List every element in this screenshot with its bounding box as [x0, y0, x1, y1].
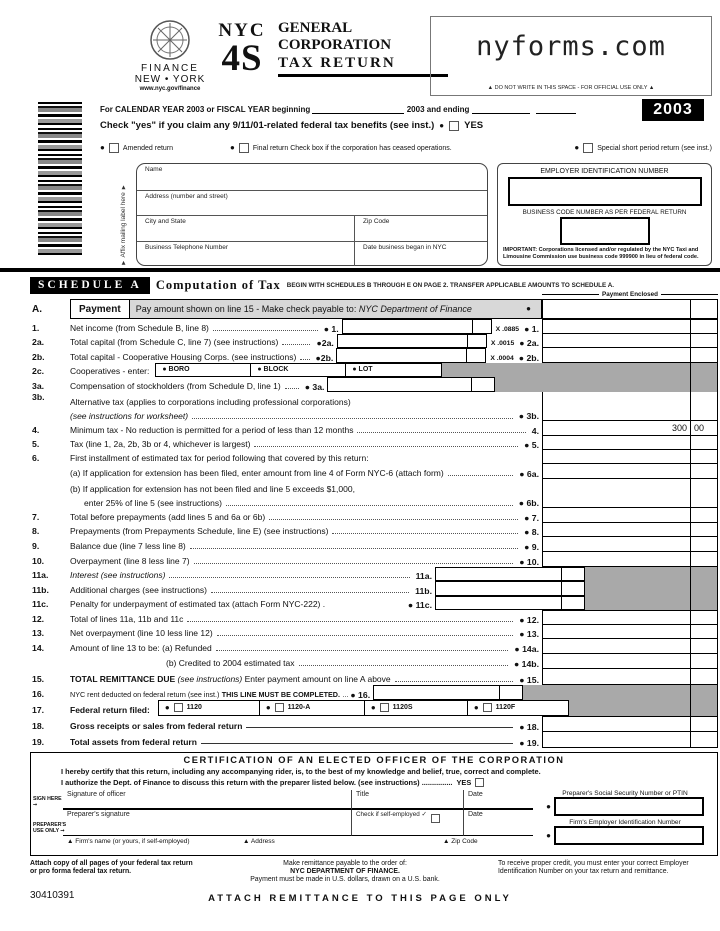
city-state-field[interactable]: [137, 216, 354, 241]
line-number: 2c.: [32, 366, 45, 377]
line-14a-row: [30, 639, 718, 654]
watermark: nyforms.com: [476, 31, 666, 62]
payment-row-payee: NYC Department of Finance: [358, 304, 472, 314]
schedule-a-title: Computation of Tax: [155, 278, 281, 292]
line-19-row: [30, 732, 718, 748]
line-2a-amount-input[interactable]: [542, 334, 718, 349]
line-19-ref: ● 19.: [519, 737, 539, 748]
line-number: 17.: [32, 704, 45, 715]
name-label: Name: [145, 166, 163, 173]
return-type-line: [100, 143, 712, 153]
agency-name-line1: FINANCE: [141, 63, 199, 74]
line-5-row: [30, 436, 718, 451]
finance-ny-seal-block: [128, 18, 212, 92]
ein-label: EMPLOYER IDENTIFICATION NUMBER: [540, 168, 669, 175]
line-number: 6.: [32, 453, 40, 464]
line-8-row: [30, 523, 718, 538]
bullet-icon: ●: [439, 120, 445, 130]
line-4-ref: 4.: [531, 425, 539, 436]
line-6b-label-2: enter 25% of line 5 (see instructions): [84, 498, 222, 509]
line-2a-pre-ref: ●2a.: [316, 338, 334, 349]
coop-location-box: [155, 363, 442, 378]
line-2b-amount-input[interactable]: [542, 348, 718, 363]
certification-line2: I authorize the Dept. of Finance to discuss this return with the preparer listed below. (see instructions) ...............: [61, 778, 453, 787]
block-input[interactable]: ● BLOCK: [251, 364, 346, 377]
line-14b-amount-input[interactable]: [542, 654, 718, 669]
preparer-ssn-label: Preparer's Social Security Number or PTIN: [562, 790, 688, 797]
arrow-right-icon: ➞: [33, 802, 38, 808]
line-7-label: Total before prepayments (add lines 5 and 6a or 6b): [70, 511, 266, 522]
line-11b-label: Additional charges (see instructions): [70, 584, 208, 595]
line-1-rate: X .0885: [495, 325, 520, 333]
line-6-label: First installment of estimated tax for period following that covered by this return:: [70, 453, 369, 464]
line-3a-gray-block: [495, 377, 718, 392]
zip-label: Zip Code: [363, 218, 390, 225]
line-14a-label: Amount of line 13 to be: (a) Refunded: [70, 643, 212, 654]
line-19-label: Total assets from federal return: [70, 736, 197, 747]
option-1120a: [260, 701, 365, 715]
line-11c-gray-block: [585, 596, 718, 611]
line-4-label: Minimum tax - No reduction is permitted for a period of less than 12 months: [70, 424, 354, 435]
line-6a-ref: ● 6a.: [519, 468, 539, 479]
firm-ein-input[interactable]: [554, 826, 704, 845]
preparer-signature-label: Preparer's signature: [67, 811, 130, 818]
line-13-ref: ● 13.: [519, 629, 539, 640]
form-code: 30410391: [30, 890, 75, 901]
line-14a-amount-input[interactable]: [542, 639, 718, 654]
credit-note: To receive proper credit, you must enter your correct Employer Identification Number on your tax return and remittance.: [498, 860, 689, 875]
self-employed-cell: [351, 810, 463, 836]
line-11a-label: Interest (see instructions): [70, 570, 166, 581]
line-3a-input[interactable]: [327, 377, 495, 392]
section-divider: [0, 268, 720, 272]
line-14b-label: (b) Credited to 2004 estimated tax: [166, 657, 295, 668]
line-8-amount-input[interactable]: [542, 523, 718, 538]
line-7-amount-input[interactable]: [542, 508, 718, 523]
payment-enclosed-input[interactable]: [542, 299, 718, 319]
officer-signature-label: Signature of officer: [67, 791, 126, 798]
line-2b-pre-ref: ●2b.: [315, 352, 334, 363]
title-underline: [278, 74, 448, 77]
line-11a-input[interactable]: [435, 567, 585, 582]
date-began-label: Date business began in NYC: [363, 244, 447, 251]
bullet-icon: ●: [370, 702, 376, 712]
line-5-label: Tax (line 1, 2a, 2b, 3b or 4, whichever is largest): [70, 439, 251, 450]
line-9-row: [30, 537, 718, 552]
line-number: 2b.: [32, 351, 45, 362]
line-16-label-rest: ...: [342, 689, 349, 699]
line-7-ref: ● 7.: [524, 512, 539, 523]
certification-line1: I hereby certify that this return, including any accompanying rider, is, to the best of my knowledge and belief, true, correct and complete.: [61, 767, 541, 776]
firm-ein-label: Firm's Employer Identification Number: [569, 819, 681, 826]
officer-date-field[interactable]: [463, 790, 533, 810]
line-6b-amount-input[interactable]: [542, 479, 718, 508]
line-number: 11a.: [32, 570, 49, 581]
line-17-row: [30, 700, 718, 716]
line-1-amount-input[interactable]: [542, 319, 718, 334]
bullet-icon: ●: [574, 143, 580, 152]
line-13-row: [30, 625, 718, 640]
remit-line-2: NYC DEPARTMENT OF FINANCE.: [290, 868, 400, 875]
line-3a-ref: ● 3a.: [304, 381, 325, 392]
line-2c-gray-block: [442, 363, 718, 378]
preparer-ssn-input[interactable]: [554, 797, 704, 816]
line-number: 13.: [32, 628, 45, 639]
affix-mailing-label-note: ▼ Affix mailing label here ▼: [120, 183, 127, 266]
fiscal-year-end-field[interactable]: [472, 104, 530, 114]
line-number: 18.: [32, 720, 45, 731]
line-12-ref: ● 12.: [519, 614, 539, 625]
payment-enclosed-label-wrap: [542, 291, 718, 298]
option-1120-label: 1120: [186, 704, 202, 712]
remittance-note: [200, 860, 490, 884]
schedule-a-badge: SCHEDULE A: [30, 277, 150, 294]
line-2b-base-input[interactable]: [336, 348, 486, 363]
line-2c-label: Cooperatives - enter:: [70, 366, 150, 377]
benefits-yes-label: YES: [464, 120, 484, 131]
ein-input[interactable]: [508, 177, 702, 206]
preparer-id-column: [533, 790, 717, 845]
checkbox-1120f[interactable]: [483, 703, 492, 712]
firm-name-field[interactable]: [63, 838, 243, 845]
ein-important-note: IMPORTANT: Corporations licensed and/or regulated by the NYC Taxi and Limousine Commission use business code 999900 in lieu of federal code.: [503, 247, 699, 260]
line-10-row: [30, 552, 718, 567]
line-6b-ref: ● 6b.: [518, 498, 539, 509]
address-label: Address (number and street): [145, 193, 228, 200]
attach-remittance-line: ATTACH REMITTANCE TO THIS PAGE ONLY: [208, 893, 512, 904]
form-id: [214, 20, 270, 79]
line-15-label-italic: (see instructions): [177, 673, 243, 684]
line-9-amount-input[interactable]: [542, 537, 718, 552]
option-1120s: [365, 701, 468, 715]
line-19-amount-input[interactable]: [542, 732, 718, 748]
line-14b-ref: ● 14b.: [513, 658, 539, 669]
federal-return-options: [158, 700, 569, 716]
line-12-row: [30, 610, 718, 625]
final-return-label: Final return Check box if the corporation has ceased operations.: [252, 144, 452, 152]
line-11a-gray-block: [585, 567, 718, 582]
bullet-icon: ●: [526, 304, 531, 313]
line-number: 1.: [32, 322, 40, 333]
option-1120f: [468, 701, 568, 715]
line-2a-label: Total capital (from Schedule C, line 7) (see instructions): [70, 337, 279, 348]
line-12-amount-input[interactable]: [542, 610, 718, 625]
line-11b-gray-block: [585, 581, 718, 596]
ein-box: [497, 163, 712, 266]
line-5-ref: ● 5.: [524, 440, 539, 451]
address-field[interactable]: [137, 191, 487, 216]
line-18-amount-input[interactable]: [542, 716, 718, 732]
preparer-date-field[interactable]: [463, 810, 533, 836]
boro-input[interactable]: ● BORO: [156, 364, 251, 377]
preparer-date-label: Date: [468, 811, 483, 818]
line-11c-ref: ● 11c.: [407, 600, 432, 611]
line-16-ref: ● 16.: [350, 689, 371, 700]
firm-name-label: ▲ Firm's name (or yours, if self-employed): [67, 838, 190, 845]
period-text-2: 2003 and ending: [406, 105, 470, 114]
cert-signature-table: [63, 790, 533, 845]
special-return-group: [574, 143, 712, 153]
preparer-signature-field[interactable]: [63, 810, 351, 836]
line-number: 3a.: [32, 380, 45, 391]
line-3b-row: [30, 392, 718, 421]
bullet-icon: ●: [265, 702, 271, 712]
payment-enclosed-label: Payment Enclosed: [602, 291, 658, 298]
lot-input[interactable]: ● LOT: [352, 365, 373, 373]
line-1-base-input[interactable]: [342, 319, 492, 334]
payment-row: [30, 291, 718, 319]
line-5-amount-input[interactable]: [542, 436, 718, 451]
firm-zip-field[interactable]: [443, 838, 533, 845]
line-number: 15.: [32, 673, 45, 684]
self-employed-label: Check if self-employed ✓: [356, 811, 427, 818]
line-13-amount-input[interactable]: [542, 625, 718, 640]
line-number: 5.: [32, 439, 40, 450]
line-number: 14.: [32, 643, 45, 654]
amended-return-checkbox[interactable]: [109, 143, 119, 153]
line-6a-row: [30, 464, 718, 479]
line-number: 2a.: [32, 337, 45, 348]
bullet-icon: ●: [546, 801, 551, 811]
agency-url: www.nyc.gov/finance: [139, 86, 201, 92]
officer-title-field[interactable]: [351, 790, 463, 810]
bullet-icon: ●: [230, 143, 235, 152]
line-6-row: [30, 450, 718, 464]
option-1120f-label: 1120F: [495, 704, 516, 712]
payment-row-bar: [130, 299, 542, 319]
schedule-a-table: [30, 291, 718, 748]
line-12-label: Total of lines 11a, 11b and 11c: [70, 613, 184, 624]
phone-field[interactable]: [137, 242, 354, 266]
line-17-gray-block: [569, 700, 718, 716]
line-number: 8.: [32, 526, 40, 537]
amended-return-group: [100, 143, 230, 153]
line-18-row: [30, 716, 718, 732]
date-began-field[interactable]: [354, 242, 487, 266]
firm-address-label: ▲ Address: [243, 838, 275, 845]
period-line: [100, 104, 640, 114]
option-1120s-label: 1120S: [392, 704, 413, 712]
line-1-label: Net income (from Schedule B, line 8): [70, 322, 209, 333]
line-15-row: [30, 669, 718, 685]
line-7-row: [30, 508, 718, 523]
remit-line-1: Make remittance payable to the order of:: [283, 860, 407, 867]
line-number: 7.: [32, 511, 40, 522]
line-4-row: [30, 421, 718, 436]
line-11a-row: [30, 567, 718, 582]
agency-name-line2: NEW • YORK: [134, 74, 206, 85]
line-6a-label: (a) If application for extension has been filed, enter amount from line 4 of Form NYC-6 (attach form): [70, 467, 444, 478]
benefits-line: [100, 120, 660, 131]
special-return-label: Special short period return (see inst.): [597, 144, 712, 152]
payment-row-letter: A.: [32, 303, 42, 315]
line-13-label: Net overpayment (line 10 less line 12): [70, 628, 213, 639]
line-6b-row: [30, 479, 718, 508]
line-11c-label: Penalty for underpayment of estimated tax (attach Form NYC-222) .: [70, 599, 326, 610]
bullet-icon: ●: [473, 702, 479, 712]
line-1-post-ref: ● 1.: [524, 323, 539, 334]
line-9-label: Balance due (line 7 less line 8): [70, 540, 186, 551]
firm-labels-row: [63, 836, 533, 845]
line-11a-ref: 11a.: [415, 571, 432, 582]
line-number: 16.: [32, 688, 45, 699]
firm-zip-label: ▲ Zip Code: [443, 838, 478, 845]
line-11c-input[interactable]: [435, 596, 585, 611]
line-8-ref: ● 8.: [524, 527, 539, 538]
line-16-label: NYC rent deducted on federal return (see inst.): [70, 689, 220, 699]
period-text-1: For CALENDAR YEAR 2003 or FISCAL YEAR beginning: [100, 105, 311, 114]
line-2b-post-ref: ● 2b.: [518, 352, 539, 363]
city-state-label: City and State: [145, 218, 186, 225]
phone-label: Business Telephone Number: [145, 244, 228, 251]
line-16-label-bold: THIS LINE MUST BE COMPLETED.: [221, 689, 340, 699]
benefits-yes-checkbox[interactable]: [449, 121, 459, 131]
official-use-box: [430, 16, 712, 96]
year-badge: 2003: [642, 99, 704, 121]
form-title-line2: TAX RETURN: [278, 55, 396, 71]
line-3b-amount-input[interactable]: [542, 392, 718, 421]
line-10-amount-input[interactable]: [542, 552, 718, 567]
line-16-gray-block: [523, 685, 718, 700]
officer-date-label: Date: [468, 791, 483, 798]
line-number: [30, 668, 70, 669]
line-6a-amount-input[interactable]: [542, 464, 718, 479]
line-15-label-rest: Enter payment amount on line A above: [244, 673, 391, 684]
name-field[interactable]: [137, 164, 487, 191]
line-14b-row: [30, 654, 718, 669]
schedule-a-note: BEGIN WITH SCHEDULES B THROUGH E ON PAGE 2. TRANSFER APPLICABLE AMOUNTS TO SCHEDULE A.: [286, 282, 615, 289]
line-14a-ref: ● 14a.: [514, 644, 539, 655]
line-2a-row: [30, 334, 718, 349]
line-number: 19.: [32, 736, 45, 747]
line-3b-ref: ● 3b.: [518, 411, 539, 422]
fiscal-year-begin-field[interactable]: [312, 104, 404, 114]
line-18-ref: ● 18.: [519, 721, 539, 732]
attach-federal-note: Attach copy of all pages of your federal tax return or pro forma federal tax return.: [30, 860, 193, 875]
officer-title-label: Title: [356, 791, 369, 798]
benefits-label: Check "yes" if you claim any 9/11/01-related federal tax benefits (see inst.): [100, 120, 435, 131]
line-6-amount-cell: [542, 450, 718, 464]
authorize-yes-checkbox[interactable]: [475, 778, 484, 787]
line-number: [30, 479, 70, 480]
checkbox-1120s[interactable]: [380, 703, 389, 712]
line-number: 11c.: [32, 599, 49, 610]
line-3b-label-1: Alternative tax (applies to corporations including professional corporations): [70, 396, 351, 407]
payment-row-text: Pay amount shown on line 15 - Make check payable to:: [135, 304, 357, 314]
official-use-note: ▲ DO NOT WRITE IN THIS SPACE - FOR OFFICIAL USE ONLY ▲: [487, 85, 655, 91]
checkbox-1120a[interactable]: [275, 703, 284, 712]
line-17-label: Federal return filed:: [70, 704, 150, 715]
line-1-row: [30, 319, 718, 334]
bullet-icon: ●: [164, 702, 170, 712]
line-4-amount-value: 300: [671, 423, 687, 434]
fiscal-year-end-field-2[interactable]: [536, 104, 576, 114]
line-11b-ref: 11b.: [415, 585, 432, 596]
final-return-checkbox[interactable]: [239, 143, 249, 153]
line-2b-rate: X .0004: [490, 354, 514, 362]
form-title-line1: GENERAL CORPORATION: [278, 20, 392, 53]
line-2c-row: [30, 363, 718, 378]
line-16-input[interactable]: [373, 685, 523, 700]
payment-row-name: Payment: [70, 299, 130, 319]
arrow-right-icon: ➞: [60, 828, 65, 834]
line-2a-base-input[interactable]: [337, 334, 487, 349]
line-8-label: Prepayments (from Prepayments Schedule, line E) (see instructions): [70, 526, 329, 537]
line-2a-post-ref: ● 2a.: [519, 338, 539, 349]
line-6b-label-1: (b) If application for extension has not been filed and line 5 exceeds $1,000,: [70, 483, 355, 494]
line-2b-label: Total capital - Cooperative Housing Corps. (see instructions): [70, 351, 297, 362]
option-1120: [159, 701, 260, 715]
footer-notes: [30, 860, 718, 884]
amended-return-label: Amended return: [122, 144, 174, 152]
line-number: 10.: [32, 555, 45, 566]
line-number: 12.: [32, 613, 45, 624]
line-15-ref: ● 15.: [519, 674, 539, 685]
line-2a-rate: X .0015: [490, 340, 515, 348]
nyc-seal-icon: [149, 18, 191, 62]
line-18-label: Gross receipts or sales from federal return: [70, 720, 243, 731]
line-9-ref: ● 9.: [524, 541, 539, 552]
line-number: 11b.: [32, 584, 49, 595]
taxpayer-info-box: [136, 163, 488, 266]
preparers-use-label: PREPARER'S USE ONLY: [33, 822, 67, 834]
bullet-icon: ●: [546, 830, 551, 840]
authorize-yes-label: YES: [456, 778, 472, 787]
line-number: 4.: [32, 424, 40, 435]
cert-left-labels: [31, 790, 67, 845]
final-return-group: [230, 143, 490, 153]
business-code-input[interactable]: [560, 217, 650, 245]
form-number: 4S: [221, 38, 263, 79]
business-code-label: BUSINESS CODE NUMBER AS PER FEDERAL RETURN: [522, 209, 687, 216]
line-3b-label-2: (see instructions for worksheet): [70, 411, 189, 422]
bullet-icon: ●: [100, 143, 105, 152]
zip-field[interactable]: [354, 216, 487, 241]
checkbox-1120[interactable]: [174, 703, 183, 712]
form-prefix: NYC: [218, 20, 266, 41]
remit-line-3: Payment must be made in U.S. dollars, drawn on a U.S. bank.: [250, 876, 440, 883]
line-number: 9.: [32, 540, 40, 551]
line-4-amount: [542, 421, 718, 436]
line-16-row: [30, 685, 718, 700]
line-10-label: Overpayment (line 8 less line 7): [70, 555, 190, 566]
self-employed-checkbox[interactable]: [431, 814, 440, 823]
line-11c-row: [30, 596, 718, 611]
certification-section: [30, 752, 718, 856]
line-11b-input[interactable]: [435, 581, 585, 596]
option-1120a-label: 1120-A: [287, 704, 311, 712]
line-3a-label: Compensation of stockholders (from Schedule D, line 1): [70, 380, 281, 391]
barcode: [38, 102, 82, 258]
line-15-amount-input[interactable]: [542, 669, 718, 685]
line-number: 3b.: [32, 391, 45, 402]
special-return-checkbox[interactable]: [583, 143, 593, 153]
line-2b-row: [30, 348, 718, 363]
sign-here-label: SIGN HERE: [33, 796, 62, 802]
line-1-pre-ref: ● 1.: [323, 323, 339, 334]
line-15-label-bold: TOTAL REMITTANCE DUE: [70, 673, 176, 684]
line-10-ref: ● 10.: [519, 556, 539, 567]
line-11b-row: [30, 581, 718, 596]
line-4-cents-value: 00: [690, 421, 717, 435]
certification-title: CERTIFICATION OF AN ELECTED OFFICER OF THE CORPORATION: [183, 755, 565, 765]
officer-signature-field[interactable]: [63, 790, 351, 810]
line-3a-row: [30, 377, 718, 392]
firm-address-field[interactable]: [243, 838, 443, 845]
